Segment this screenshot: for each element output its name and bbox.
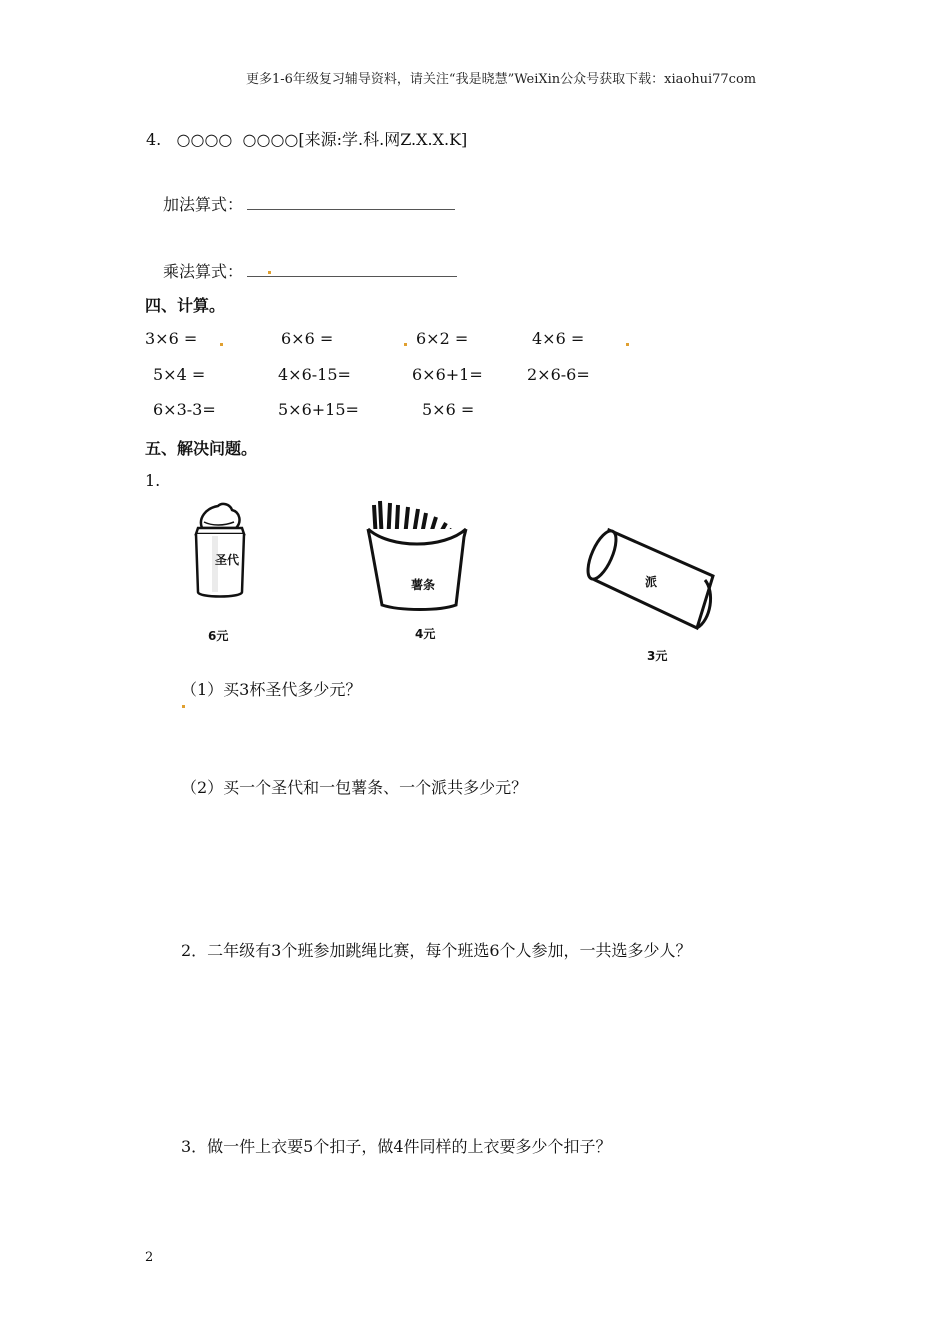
fries-price: 4元	[415, 627, 436, 641]
calc-r3c2: 5×6+15=	[278, 400, 359, 419]
sundae-price: 6元	[208, 629, 229, 643]
q4-number: 4.	[146, 130, 162, 149]
section4-title: 四、计算。	[145, 296, 226, 315]
fries-icon	[360, 495, 475, 615]
q4-line	[146, 127, 467, 150]
pie-name: 派	[645, 575, 658, 589]
q4-source: [来源:学.科.网Z.X.X.K]	[298, 130, 468, 149]
pie-price: 3元	[647, 649, 668, 663]
section5-title: 五、解决问题。	[145, 439, 258, 458]
sundae-name: 圣代	[215, 553, 240, 567]
q4-circles-b: ○○○○	[242, 130, 299, 149]
calc-r2c1: 5×4 =	[153, 365, 206, 384]
marker-dot	[626, 343, 629, 346]
addition-label: 加法算式：	[163, 195, 244, 214]
multiplication-formula-row	[163, 259, 457, 282]
calc-r1c3: 6×2 =	[416, 329, 469, 348]
marker-dot	[268, 271, 271, 274]
page-header: 更多1-6年级复习辅导资料，请关注“我是晓慧”WeiXin公众号获取下载：xiaohui77com	[246, 72, 757, 87]
q4-circles-a: ○○○○	[176, 130, 233, 149]
calc-r1c2: 6×6 =	[281, 329, 334, 348]
question-2: 2．二年级有3个班参加跳绳比赛，每个班选6个人参加，一共选多少人？	[181, 941, 692, 960]
page-number: 2	[145, 1250, 154, 1265]
multiplication-label: 乘法算式：	[163, 262, 244, 281]
marker-dot	[182, 705, 185, 708]
question-1-1: （1）买3杯圣代多少元？	[181, 680, 362, 699]
addition-formula-row	[163, 192, 455, 215]
question-3: 3．做一件上衣要5个扣子，做4件同样的上衣要多少个扣子？	[181, 1137, 612, 1156]
addition-answer-line[interactable]	[247, 195, 455, 210]
marker-dot	[220, 343, 223, 346]
calc-r3c3: 5×6 =	[422, 400, 475, 419]
sundae-icon	[188, 500, 258, 645]
calc-r2c3: 6×6+1=	[412, 365, 483, 384]
fries-name: 薯条	[411, 578, 436, 592]
question-1-2: （2）买一个圣代和一包薯条、一个派共多少元？	[181, 778, 528, 797]
calc-r3c1: 6×3-3=	[153, 400, 216, 419]
calc-r1c1: 3×6 =	[145, 329, 198, 348]
calc-r2c2: 4×6-15=	[278, 365, 351, 384]
calc-r1c4: 4×6 =	[532, 329, 585, 348]
calc-r2c4: 2×6-6=	[527, 365, 590, 384]
multiplication-answer-line[interactable]	[247, 262, 457, 277]
problem1-number: 1.	[145, 471, 161, 490]
marker-dot	[404, 343, 407, 346]
